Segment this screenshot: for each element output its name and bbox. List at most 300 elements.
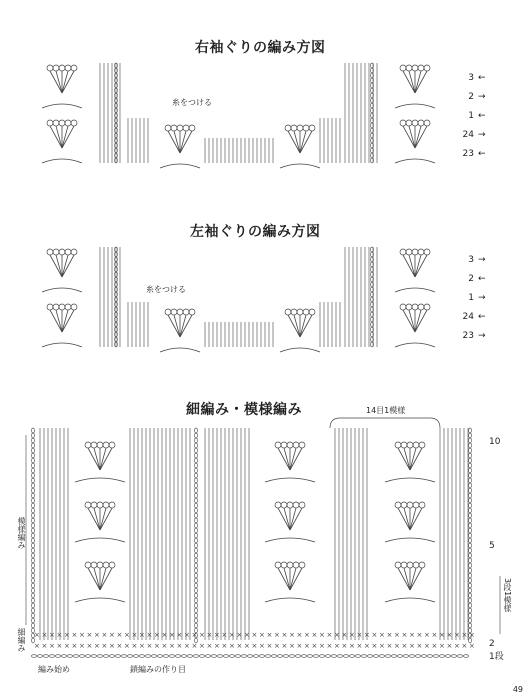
picot-mark bbox=[303, 309, 309, 315]
fan-stitch bbox=[284, 508, 290, 530]
fan-stitch bbox=[62, 255, 68, 277]
chain-mark bbox=[110, 655, 115, 658]
arc-mark bbox=[42, 104, 82, 108]
chain-mark bbox=[122, 655, 127, 658]
sc-x-mark: × bbox=[229, 642, 235, 650]
picot-mark bbox=[47, 249, 53, 255]
row-label-2: 2 bbox=[489, 639, 495, 649]
picot-mark bbox=[291, 125, 297, 131]
sc-x-mark: × bbox=[116, 642, 123, 650]
chain-mark bbox=[195, 443, 198, 448]
fan-stitch bbox=[50, 310, 62, 332]
fan-stitch bbox=[398, 568, 410, 590]
chain-mark bbox=[32, 603, 35, 608]
picot-mark bbox=[400, 249, 406, 255]
chain-mark bbox=[195, 613, 198, 618]
chain-mark bbox=[195, 458, 198, 463]
chain-mark bbox=[469, 453, 472, 458]
fan-stitch bbox=[180, 315, 186, 337]
sc-x-mark: × bbox=[56, 631, 63, 639]
chain-mark bbox=[200, 655, 205, 658]
picot-mark bbox=[287, 502, 293, 508]
picot-mark bbox=[293, 562, 299, 568]
chain-mark bbox=[188, 655, 193, 658]
sc-x-mark: × bbox=[281, 631, 288, 639]
chain-mark bbox=[469, 513, 472, 518]
sc-x-mark: × bbox=[454, 631, 460, 639]
chain-mark bbox=[195, 493, 198, 498]
picot-mark bbox=[424, 120, 430, 126]
chain-mark bbox=[195, 523, 198, 528]
chain-mark bbox=[194, 655, 199, 658]
sc-x-mark: × bbox=[461, 642, 468, 650]
fan-stitch bbox=[174, 315, 180, 337]
picot-mark bbox=[53, 304, 59, 310]
picot-mark bbox=[91, 442, 97, 448]
fan-stitch bbox=[100, 568, 112, 590]
picot-mark bbox=[97, 502, 103, 508]
chain-mark bbox=[128, 655, 133, 658]
sc-x-mark: × bbox=[364, 642, 370, 650]
fan-stitch bbox=[62, 255, 74, 277]
chain-mark bbox=[32, 598, 35, 603]
sc-x-mark: × bbox=[424, 631, 430, 639]
sc-x-mark: × bbox=[281, 642, 288, 650]
sc-x-mark: × bbox=[259, 642, 265, 650]
picot-mark bbox=[309, 309, 315, 315]
sc-x-mark: × bbox=[71, 631, 78, 639]
chain-mark bbox=[320, 655, 325, 658]
chain-mark bbox=[32, 503, 35, 508]
chain-mark bbox=[290, 655, 295, 658]
chain-mark bbox=[32, 543, 35, 548]
fan-stitch bbox=[410, 568, 422, 590]
chain-mark bbox=[32, 593, 35, 598]
chain-mark bbox=[195, 498, 198, 503]
picot-mark bbox=[85, 442, 91, 448]
chain-mark bbox=[62, 655, 67, 658]
fan-stitch bbox=[410, 568, 416, 590]
picot-mark bbox=[65, 120, 71, 126]
fan-stitch bbox=[168, 131, 180, 153]
sc-x-mark: × bbox=[221, 631, 228, 639]
sc-x-mark: × bbox=[259, 631, 265, 639]
sc-x-mark: × bbox=[244, 631, 250, 639]
chain-mark bbox=[195, 448, 198, 453]
sc-x-mark: × bbox=[311, 631, 318, 639]
chain-mark bbox=[195, 568, 198, 573]
chain-mark bbox=[338, 655, 343, 658]
fan-stitch bbox=[100, 508, 112, 530]
fan-stitch bbox=[404, 568, 410, 590]
sc-x-mark: × bbox=[199, 631, 205, 639]
fan-stitch bbox=[56, 310, 62, 332]
fan-stitch bbox=[94, 508, 100, 530]
arrow-icon: ← bbox=[478, 149, 486, 159]
arrow-icon: ← bbox=[478, 111, 486, 121]
chain-mark bbox=[266, 655, 271, 658]
chain-mark bbox=[296, 655, 301, 658]
chain-mark bbox=[469, 533, 472, 538]
chain-mark bbox=[32, 458, 35, 463]
chain-mark bbox=[195, 473, 198, 478]
arc-mark bbox=[75, 478, 125, 482]
chain-mark bbox=[92, 655, 97, 658]
row-label: 3 bbox=[468, 255, 474, 265]
chain-mark bbox=[469, 463, 472, 468]
chain-mark bbox=[134, 655, 139, 658]
fan-stitch bbox=[415, 255, 427, 277]
arrow-icon: → bbox=[478, 331, 486, 341]
picot-mark bbox=[53, 120, 59, 126]
chain-mark bbox=[32, 538, 35, 543]
fan-stitch bbox=[410, 508, 416, 530]
sc-x-mark: × bbox=[386, 642, 393, 650]
chain-mark bbox=[195, 538, 198, 543]
chain-mark bbox=[32, 623, 35, 628]
chain-mark bbox=[32, 478, 35, 483]
sc-x-mark: × bbox=[191, 631, 198, 639]
sc-x-mark: × bbox=[139, 642, 145, 650]
row-label-10: 10 bbox=[489, 437, 501, 447]
chain-mark bbox=[32, 563, 35, 568]
picot-mark bbox=[309, 125, 315, 131]
chain-mark bbox=[386, 655, 391, 658]
chain-mark bbox=[195, 518, 198, 523]
chain-mark bbox=[469, 548, 472, 553]
pattern-title: 細編み・模様編み bbox=[186, 402, 302, 418]
sc-x-mark: × bbox=[431, 642, 438, 650]
picot-mark bbox=[177, 125, 183, 131]
chain-mark bbox=[98, 655, 103, 658]
chain-mark bbox=[32, 553, 35, 558]
sc-x-mark: × bbox=[296, 642, 303, 650]
fan-stitch bbox=[56, 126, 62, 148]
chain-mark bbox=[302, 655, 307, 658]
chain-mark bbox=[469, 583, 472, 588]
fan-stitch bbox=[409, 310, 415, 332]
fan-stitch bbox=[88, 448, 100, 470]
fan-stitch bbox=[415, 255, 421, 277]
chain-mark bbox=[368, 655, 373, 658]
chain-mark bbox=[56, 655, 61, 658]
chain-mark bbox=[74, 655, 79, 658]
chain-mark bbox=[32, 548, 35, 553]
picot-mark bbox=[53, 65, 59, 71]
arc-mark bbox=[75, 538, 125, 542]
chain-mark bbox=[469, 523, 472, 528]
sc-x-mark: × bbox=[446, 642, 453, 650]
picot-mark bbox=[424, 65, 430, 71]
fan-stitch bbox=[300, 315, 306, 337]
fan-stitch bbox=[290, 568, 302, 590]
sc-x-mark: × bbox=[146, 631, 153, 639]
chain-mark bbox=[195, 533, 198, 538]
sc-x-mark: × bbox=[176, 642, 183, 650]
chain-mark bbox=[195, 598, 198, 603]
fan-stitch bbox=[403, 310, 415, 332]
sc-x-mark: × bbox=[101, 642, 108, 650]
sc-x-mark: × bbox=[49, 631, 55, 639]
picot-mark bbox=[401, 562, 407, 568]
arc-mark bbox=[395, 343, 435, 347]
fan-stitch bbox=[284, 448, 290, 470]
picot-mark bbox=[91, 502, 97, 508]
sc-x-mark: × bbox=[169, 642, 175, 650]
chain-mark bbox=[464, 655, 469, 658]
picot-mark bbox=[418, 65, 424, 71]
chain-mark bbox=[195, 548, 198, 553]
fan-stitch bbox=[56, 255, 62, 277]
chain-mark bbox=[469, 428, 472, 433]
fan-stitch bbox=[403, 71, 415, 93]
picot-mark bbox=[400, 65, 406, 71]
fan-stitch bbox=[278, 448, 290, 470]
row-label: 1 bbox=[468, 293, 474, 303]
row-label: 3 bbox=[468, 73, 474, 83]
chain-mark bbox=[195, 558, 198, 563]
picot-mark bbox=[395, 562, 401, 568]
sc-x-mark: × bbox=[401, 642, 408, 650]
arc-mark bbox=[395, 104, 435, 108]
fan-stitch bbox=[88, 508, 100, 530]
fan-stitch bbox=[403, 126, 415, 148]
chain-mark bbox=[32, 573, 35, 578]
picot-mark bbox=[407, 502, 413, 508]
sc-x-mark: × bbox=[266, 631, 273, 639]
chain-mark bbox=[32, 508, 35, 513]
arrow-icon: → bbox=[478, 293, 486, 303]
sc-x-mark: × bbox=[116, 631, 123, 639]
fan-stitch bbox=[398, 508, 410, 530]
picot-mark bbox=[59, 120, 65, 126]
chain-mark bbox=[469, 503, 472, 508]
chain-mark bbox=[469, 448, 472, 453]
chain-mark bbox=[469, 563, 472, 568]
sc-x-mark: × bbox=[176, 631, 183, 639]
chain-mark bbox=[195, 488, 198, 493]
picot-mark bbox=[103, 562, 109, 568]
fan-stitch bbox=[94, 568, 100, 590]
sc-x-mark: × bbox=[244, 642, 250, 650]
sc-x-mark: × bbox=[371, 631, 378, 639]
chain-mark bbox=[428, 655, 433, 658]
picot-mark bbox=[418, 120, 424, 126]
chain-mark bbox=[314, 655, 319, 658]
sc-x-mark: × bbox=[371, 642, 378, 650]
picot-mark bbox=[406, 65, 412, 71]
chain-mark bbox=[86, 655, 91, 658]
sc-x-mark: × bbox=[386, 631, 393, 639]
sc-x-mark: × bbox=[169, 631, 175, 639]
chain-mark bbox=[218, 655, 223, 658]
fan-stitch bbox=[288, 315, 300, 337]
chain-mark bbox=[195, 608, 198, 613]
chain-mark bbox=[469, 573, 472, 578]
picot-mark bbox=[293, 502, 299, 508]
arc-mark bbox=[265, 598, 315, 602]
chain-mark bbox=[32, 608, 35, 613]
sc-x-mark: × bbox=[131, 642, 138, 650]
chain-mark bbox=[195, 603, 198, 608]
sc-x-mark: × bbox=[326, 642, 333, 650]
chain-mark bbox=[195, 463, 198, 468]
sc-x-mark: × bbox=[251, 631, 258, 639]
sc-x-mark: × bbox=[34, 631, 40, 639]
arrow-icon: → bbox=[478, 130, 486, 140]
picot-mark bbox=[165, 309, 171, 315]
fan-stitch bbox=[415, 126, 427, 148]
sc-x-mark: × bbox=[41, 642, 48, 650]
picot-mark bbox=[97, 442, 103, 448]
chain-mark bbox=[32, 428, 35, 433]
fan-stitch bbox=[403, 255, 415, 277]
chain-mark bbox=[254, 655, 259, 658]
chain-mark bbox=[224, 655, 229, 658]
chain-mark bbox=[469, 538, 472, 543]
fan-stitch bbox=[284, 568, 290, 590]
chain-mark bbox=[195, 478, 198, 483]
chain-mark bbox=[32, 438, 35, 443]
sc-x-mark: × bbox=[221, 642, 228, 650]
fan-stitch bbox=[180, 131, 186, 153]
fan-stitch bbox=[50, 255, 62, 277]
chain-mark bbox=[374, 655, 379, 658]
chain-mark bbox=[50, 655, 55, 658]
chain-mark bbox=[32, 533, 35, 538]
chain-mark bbox=[32, 518, 35, 523]
sc-x-mark: × bbox=[424, 642, 430, 650]
chain-mark bbox=[272, 655, 277, 658]
picot-mark bbox=[97, 562, 103, 568]
row-label: 2 bbox=[468, 92, 474, 102]
chain-mark bbox=[195, 438, 198, 443]
chain-mark bbox=[140, 655, 145, 658]
chain-mark bbox=[80, 655, 85, 658]
fan-stitch bbox=[404, 448, 410, 470]
sc-x-mark: × bbox=[439, 642, 445, 650]
fan-stitch bbox=[62, 71, 74, 93]
arc-mark bbox=[385, 478, 435, 482]
picot-mark bbox=[85, 502, 91, 508]
sc-x-mark: × bbox=[311, 642, 318, 650]
chain-mark bbox=[469, 588, 472, 593]
chain-mark bbox=[350, 655, 355, 658]
picot-mark bbox=[297, 125, 303, 131]
picot-mark bbox=[47, 65, 53, 71]
chain-mark bbox=[440, 655, 445, 658]
chain-mark bbox=[362, 655, 367, 658]
chain-mark bbox=[32, 523, 35, 528]
chain-mark bbox=[416, 655, 421, 658]
sc-x-mark: × bbox=[401, 631, 408, 639]
fan-stitch bbox=[168, 315, 180, 337]
sc-x-mark: × bbox=[319, 642, 325, 650]
sc-x-mark: × bbox=[161, 631, 168, 639]
start-label: 編み始め bbox=[38, 665, 70, 674]
sc-x-mark: × bbox=[71, 642, 78, 650]
chain-label: 鎖編みの作り目 bbox=[130, 665, 186, 674]
sc-x-mark: × bbox=[131, 631, 138, 639]
fan-stitch bbox=[300, 315, 312, 337]
chain-mark bbox=[195, 483, 198, 488]
chain-mark bbox=[195, 503, 198, 508]
fan-stitch bbox=[410, 448, 416, 470]
sc-x-mark: × bbox=[274, 642, 280, 650]
sc-x-mark: × bbox=[469, 631, 475, 639]
chain-mark bbox=[469, 498, 472, 503]
picot-mark bbox=[275, 442, 281, 448]
chain-mark bbox=[469, 578, 472, 583]
chain-mark bbox=[32, 583, 35, 588]
sc-x-mark: × bbox=[101, 631, 108, 639]
picot-mark bbox=[287, 562, 293, 568]
chain-mark bbox=[68, 655, 73, 658]
picot-mark bbox=[395, 502, 401, 508]
chain-mark bbox=[326, 655, 331, 658]
fan-stitch bbox=[100, 448, 112, 470]
chain-mark bbox=[32, 578, 35, 583]
arrow-icon: → bbox=[478, 92, 486, 102]
fan-stitch bbox=[410, 508, 422, 530]
sc-x-mark: × bbox=[289, 631, 295, 639]
picot-mark bbox=[406, 249, 412, 255]
chain-mark bbox=[469, 438, 472, 443]
picot-mark bbox=[413, 502, 419, 508]
picot-mark bbox=[407, 562, 413, 568]
chain-mark bbox=[469, 473, 472, 478]
chain-mark bbox=[146, 655, 151, 658]
chain-mark bbox=[32, 655, 37, 658]
picot-mark bbox=[299, 502, 305, 508]
chain-mark bbox=[392, 655, 397, 658]
picot-mark bbox=[47, 120, 53, 126]
picot-mark bbox=[177, 309, 183, 315]
fan-stitch bbox=[62, 126, 74, 148]
sc-x-mark: × bbox=[214, 642, 220, 650]
sc-x-mark: × bbox=[34, 642, 40, 650]
sc-x-mark: × bbox=[341, 642, 348, 650]
picot-mark bbox=[413, 442, 419, 448]
picot-mark bbox=[400, 120, 406, 126]
picot-mark bbox=[281, 502, 287, 508]
picot-mark bbox=[275, 562, 281, 568]
picot-mark bbox=[53, 249, 59, 255]
picot-mark bbox=[71, 249, 77, 255]
chain-mark bbox=[458, 655, 463, 658]
fan-stitch bbox=[174, 131, 180, 153]
chain-mark bbox=[32, 433, 35, 438]
sc-x-mark: × bbox=[431, 631, 438, 639]
sc-x-mark: × bbox=[94, 631, 100, 639]
sc-x-mark: × bbox=[161, 642, 168, 650]
chain-mark bbox=[104, 655, 109, 658]
arc-mark bbox=[395, 288, 435, 292]
chain-mark bbox=[195, 513, 198, 518]
row-label: 24 bbox=[462, 312, 474, 322]
picot-mark bbox=[285, 125, 291, 131]
chain-mark bbox=[230, 655, 235, 658]
row-label-5: 5 bbox=[489, 541, 495, 551]
chain-mark bbox=[469, 608, 472, 613]
chain-mark bbox=[284, 655, 289, 658]
attach-yarn-note-left: 糸をつける bbox=[146, 285, 186, 294]
picot-mark bbox=[424, 304, 430, 310]
chain-mark bbox=[469, 488, 472, 493]
chain-mark bbox=[32, 488, 35, 493]
fan-stitch bbox=[180, 131, 192, 153]
fan-stitch bbox=[409, 126, 415, 148]
